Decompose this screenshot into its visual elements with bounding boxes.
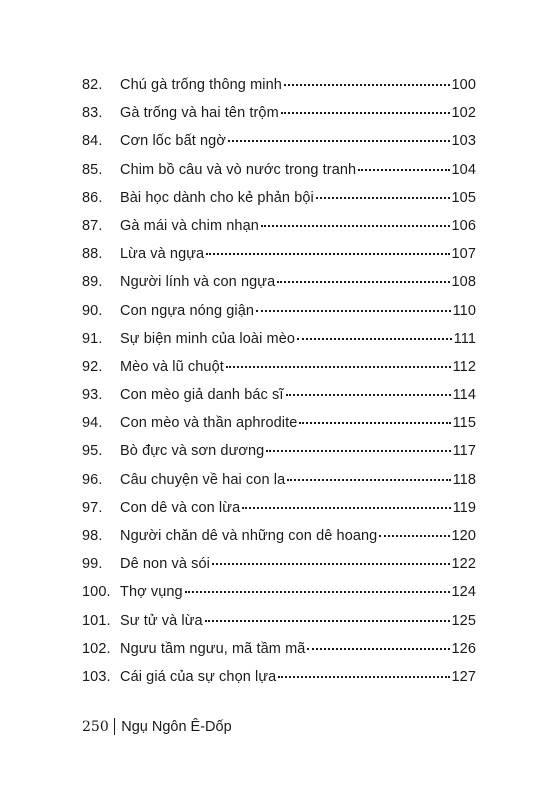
toc-entry: [82, 556, 476, 584]
entry-number: 96.: [82, 471, 103, 488]
entry-title: Cơn lốc bất ngờ: [120, 133, 226, 150]
toc-entry: [82, 274, 476, 302]
dot-leader: [299, 422, 450, 424]
dot-leader: [358, 169, 449, 171]
entry-page-number: 127: [451, 668, 476, 685]
entry-page-number: 107: [451, 246, 476, 263]
dot-leader: [316, 197, 450, 199]
entry-title: Gà mái và chim nhạn: [120, 217, 259, 234]
entry-number: 83.: [82, 105, 103, 122]
entry-number: 95.: [82, 443, 103, 460]
entry-title: Bò đực và sơn dương: [120, 443, 265, 460]
entry-number: 91.: [82, 330, 103, 347]
entry-title: Mèo và lũ chuột: [120, 358, 224, 375]
page-number: 250: [82, 718, 109, 735]
toc-entry: [82, 77, 476, 105]
entry-page-number: 124: [451, 584, 476, 601]
dot-leader: [206, 253, 449, 255]
dot-leader: [266, 450, 450, 452]
entry-page-number: 110: [452, 302, 476, 319]
dot-leader: [286, 394, 451, 396]
entry-page-number: 102: [451, 105, 476, 122]
toc-entry: [82, 246, 476, 274]
entry-number: 86.: [82, 189, 103, 206]
entry-title: Chim bồ câu và vò nước trong tranh: [120, 161, 357, 178]
entry-page-number: 117: [452, 443, 476, 460]
entry-number: 103.: [82, 668, 111, 685]
toc-entry: [82, 584, 476, 612]
toc-entry: [82, 443, 476, 471]
dot-leader: [297, 338, 452, 340]
toc-entry: [82, 387, 476, 415]
entry-number: 89.: [82, 274, 103, 291]
entry-title: Lừa và ngựa: [120, 246, 205, 263]
dot-leader: [205, 620, 450, 622]
entry-page-number: 105: [451, 189, 476, 206]
entry-title: Người chăn dê và những con dê hoang: [120, 528, 378, 544]
toc-entry: [82, 500, 476, 528]
entry-title: Chú gà trống thông minh: [120, 77, 282, 93]
entry-title: Người lính và con ngựa: [120, 274, 276, 291]
entry-page-number: 122: [451, 556, 476, 573]
entry-page-number: 114: [452, 387, 476, 404]
dot-leader: [278, 676, 449, 678]
entry-title: Gà trống và hai tên trộm: [120, 105, 279, 122]
entry-number: 101.: [82, 612, 111, 629]
toc-entry: [82, 472, 476, 500]
toc-entry: [82, 190, 476, 218]
entry-title: Con dê và con lừa: [120, 499, 241, 516]
entry-page-number: 115: [452, 415, 476, 432]
toc-entry: [82, 359, 476, 387]
dot-leader: [256, 310, 451, 312]
entry-title: Con mèo giả danh bác sĩ: [120, 387, 284, 404]
table-of-contents: [82, 77, 476, 697]
entry-number: 84.: [82, 133, 103, 150]
entry-page-number: 100: [451, 77, 476, 93]
entry-title: Cái giá của sự chọn lựa: [120, 668, 277, 685]
dot-leader: [212, 563, 450, 565]
entry-page-number: 126: [451, 640, 476, 657]
entry-page-number: 120: [451, 528, 476, 544]
book-title: Ngụ Ngôn Ê-Dốp: [121, 718, 232, 735]
dot-leader: [287, 479, 450, 481]
page-footer: [82, 718, 232, 735]
dot-leader: [261, 225, 450, 227]
entry-page-number: 106: [451, 217, 476, 234]
toc-entry: [82, 105, 476, 133]
dot-leader: [228, 140, 450, 142]
dot-leader: [307, 648, 449, 650]
entry-title: Sư tử và lừa: [120, 612, 203, 629]
toc-entry: [82, 415, 476, 443]
entry-number: 85.: [82, 161, 103, 178]
toc-entry: [82, 218, 476, 246]
entry-page-number: 119: [452, 499, 476, 516]
dot-leader: [226, 366, 451, 368]
toc-entry: [82, 331, 476, 359]
entry-number: 97.: [82, 499, 103, 516]
entry-number: 88.: [82, 246, 103, 263]
footer-divider: [114, 718, 116, 735]
entry-page-number: 112: [452, 358, 476, 375]
entry-page-number: 118: [452, 471, 476, 488]
entry-number: 87.: [82, 217, 103, 234]
entry-page-number: 104: [451, 161, 476, 178]
entry-number: 82.: [82, 77, 103, 93]
toc-entry: [82, 669, 476, 697]
toc-entry: [82, 303, 476, 331]
entry-number: 90.: [82, 302, 103, 319]
dot-leader: [277, 281, 449, 283]
entry-number: 99.: [82, 556, 103, 573]
entry-page-number: 108: [451, 274, 476, 291]
entry-title: Con ngựa nóng giận: [120, 302, 255, 319]
toc-entry: [82, 133, 476, 161]
entry-title: Ngưu tầm ngưu, mã tầm mã: [120, 640, 306, 657]
toc-entry: [82, 528, 476, 556]
dot-leader: [242, 507, 450, 509]
toc-entry: [82, 162, 476, 190]
dot-leader: [284, 84, 450, 86]
entry-number: 93.: [82, 387, 103, 404]
entry-number: 92.: [82, 358, 103, 375]
entry-title: Con mèo và thần aphrodite: [120, 415, 298, 432]
entry-page-number: 125: [451, 612, 476, 629]
entry-page-number: 103: [451, 133, 476, 150]
toc-entry: [82, 641, 476, 669]
entry-title: Bài học dành cho kẻ phản bội: [120, 189, 314, 206]
entry-title: Thợ vụng: [120, 584, 183, 601]
entry-page-number: 111: [453, 330, 476, 347]
toc-entry: [82, 613, 476, 641]
dot-leader: [281, 112, 450, 114]
entry-title: Câu chuyện về hai con la: [120, 471, 286, 488]
entry-number: 94.: [82, 415, 103, 432]
entry-number: 98.: [82, 528, 103, 544]
entry-title: Dê non và sói: [120, 556, 210, 573]
dot-leader: [185, 591, 450, 593]
entry-number: 100.: [82, 584, 111, 601]
entry-number: 102.: [82, 640, 111, 657]
dot-leader: [379, 535, 449, 537]
entry-title: Sự biện minh của loài mèo: [120, 330, 296, 347]
